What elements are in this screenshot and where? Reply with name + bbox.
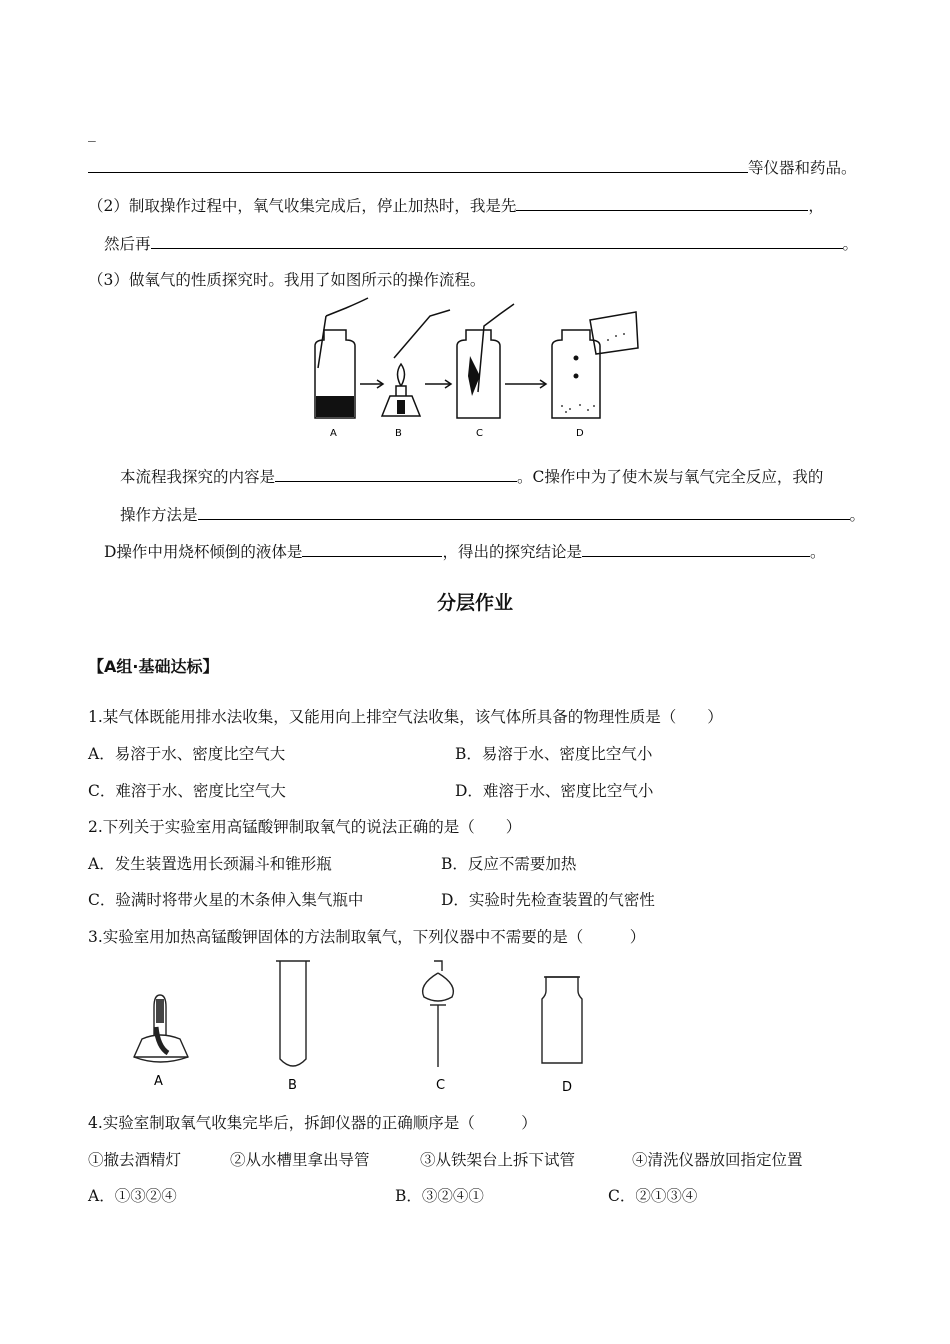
liquid-line — [104, 540, 825, 562]
q4-option-c[interactable]: C．②①③④ — [608, 1187, 698, 1205]
answer-blank[interactable] — [516, 196, 808, 211]
figure-label-a: A — [330, 428, 337, 439]
figure-label-d: D — [576, 428, 584, 439]
answer-blank[interactable] — [275, 467, 517, 482]
q2-option-c[interactable]: C．验满时将带火星的木条伸入集气瓶中 — [88, 891, 364, 909]
answer-blank[interactable] — [302, 542, 442, 557]
apparatus-label-d: D — [562, 1080, 573, 1095]
q4-option-b[interactable]: B．③②④① — [395, 1187, 484, 1205]
content-line — [120, 465, 823, 487]
then-text: 然后再 — [104, 235, 151, 253]
apparatus-suffix: 等仪器和药品。 — [748, 159, 857, 177]
answer-blank[interactable] — [151, 234, 843, 249]
q4-step-3: ③从铁架台上拆下试管 — [420, 1151, 576, 1169]
content-mid: 。C操作中为了使木炭与氧气完全反应，我的 — [517, 468, 824, 486]
q3-stem: 3.实验室用加热高锰酸钾固体的方法制取氧气，下列仪器中不需要的是（ ） — [88, 928, 646, 946]
answer-blank[interactable] — [582, 542, 810, 557]
q1-option-a[interactable]: A．易溶于水、密度比空气大 — [88, 745, 286, 763]
q4-stem: 4.实验室制取氧气收集完毕后，拆卸仪器的正确顺序是（ ） — [88, 1114, 537, 1132]
q4-step-4: ④清洗仪器放回指定位置 — [632, 1151, 803, 1169]
content-prefix: 本流程我探究的内容是 — [120, 468, 276, 486]
period: 。 — [842, 235, 859, 253]
q2-stem: 2.下列关于实验室用高锰酸钾制取氧气的说法正确的是（ ） — [88, 818, 522, 836]
liquid-mid: ，得出的探究结论是 — [442, 543, 582, 561]
q4-step-1: ①撤去酒精灯 — [88, 1151, 182, 1169]
q1-option-b[interactable]: B．易溶于水、密度比空气小 — [455, 745, 653, 763]
section-title: 分层作业 — [436, 592, 513, 614]
q1-option-c[interactable]: C．难溶于水、密度比空气大 — [88, 782, 286, 800]
apparatus-line — [88, 156, 857, 178]
answer-blank[interactable] — [88, 158, 748, 173]
method-line — [120, 503, 865, 525]
figure-label-c: C — [476, 428, 483, 439]
q4-step-2: ②从水槽里拿出导管 — [230, 1151, 370, 1169]
liquid-prefix: D操作中用烧杯倾倒的液体是 — [104, 543, 303, 561]
q2-option-b[interactable]: B．反应不需要加热 — [441, 855, 577, 873]
property-question: （3）做氧气的性质探究时。我用了如图所示的操作流程。 — [88, 271, 486, 289]
q2-option-d[interactable]: D．实验时先检查装置的气密性 — [441, 891, 655, 909]
apparatus-label-b: B — [288, 1078, 297, 1093]
top-mark: _ — [88, 124, 96, 142]
experiment-flow-figure — [300, 296, 650, 444]
group-title: 【A组·基础达标】 — [88, 657, 219, 676]
period: 。 — [849, 506, 866, 524]
period: 。 — [809, 543, 826, 561]
figure-label-b: B — [395, 428, 402, 439]
stop-heating-text: （2）制取操作过程中，氧气收集完成后，停止加热时，我是先 — [88, 197, 517, 215]
method-prefix: 操作方法是 — [120, 506, 198, 524]
apparatus-label-c: C — [436, 1078, 446, 1093]
q4-option-a[interactable]: A．①③②④ — [88, 1187, 177, 1205]
q2-option-a[interactable]: A．发生装置选用长颈漏斗和锥形瓶 — [88, 855, 332, 873]
stop-heating-line — [88, 194, 824, 216]
q1-stem: 1.某气体既能用排水法收集，又能用向上排空气法收集，该气体所具备的物理性质是（ ） — [88, 708, 723, 726]
apparatus-label-a: A — [154, 1074, 163, 1089]
comma: ， — [808, 197, 824, 215]
then-line — [104, 232, 858, 254]
q1-option-d[interactable]: D．难溶于水、密度比空气小 — [455, 782, 654, 800]
apparatus-figure — [120, 955, 600, 1100]
answer-blank[interactable] — [198, 505, 850, 520]
